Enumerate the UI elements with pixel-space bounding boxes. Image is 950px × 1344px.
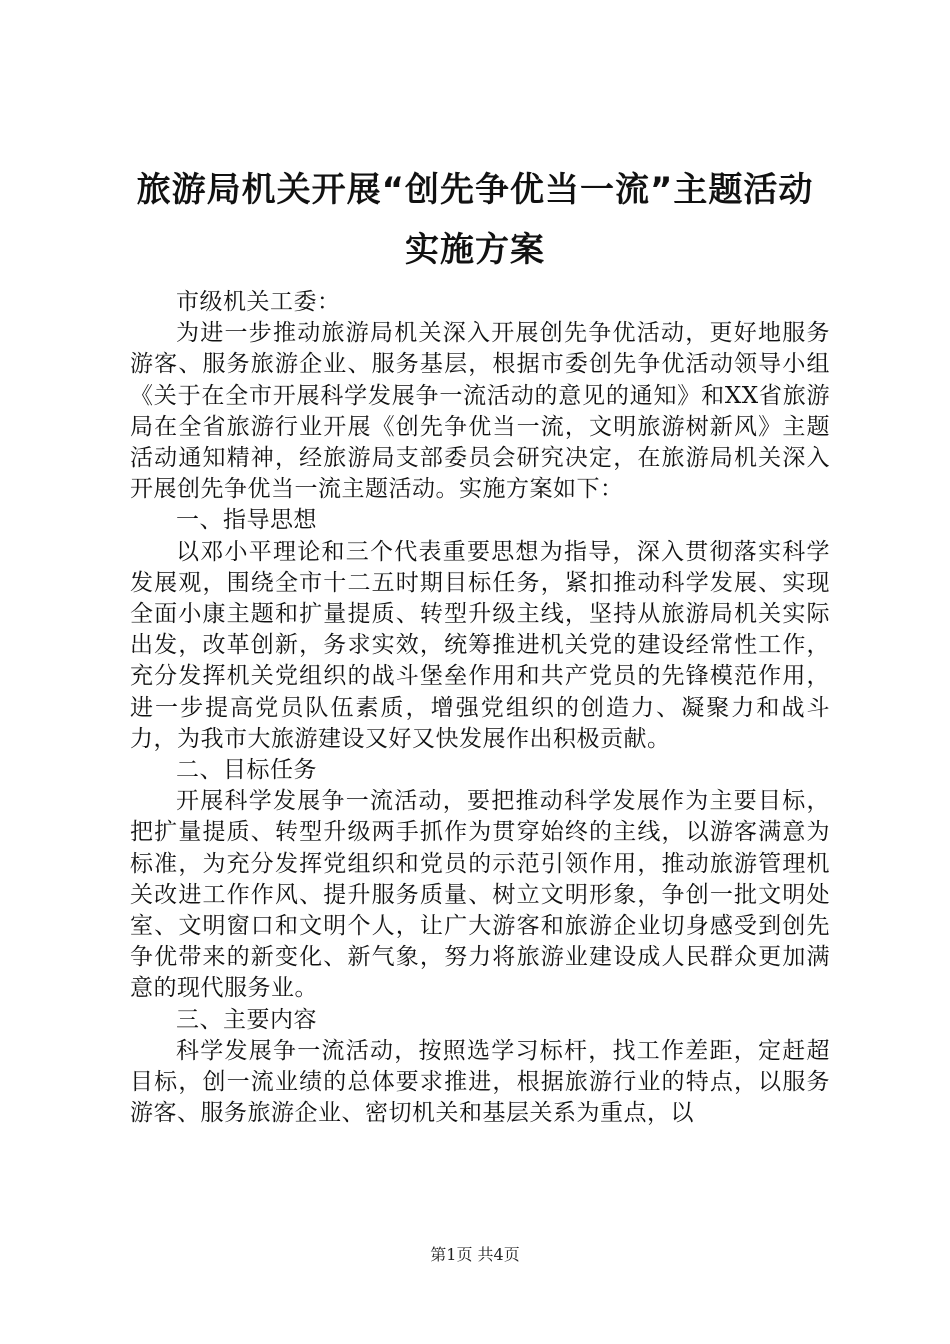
page-footer: 第1页 共4页 — [430, 1245, 520, 1264]
section-heading-main-content: 三、主要内容 — [176, 1006, 317, 1033]
intro-paragraph: 为进一步推动旅游局机关深入开展创先争优活动，更好地服务游客、服务旅游企业、服务基层，根据市委创先争优活动领导小组《关于在全市开展科学发展争一流活动的意见的通知》和XX省旅游局在全省旅游行业开展《创先争优当一流，文明旅游树新风》主题活动通知精神，经旅游局支部委员会研究决定，在旅游局机关深入开展创先争优当一流主题活动。实施方案如下： — [130, 320, 830, 503]
section-heading-guiding-thought: 一、指导思想 — [176, 507, 317, 534]
section-heading-goals: 二、目标任务 — [176, 757, 317, 784]
title-line-2: 实施方案 — [405, 230, 545, 270]
goals-paragraph: 开展科学发展争一流活动，要把推动科学发展作为主要目标，把扩量提质、转型升级两手抓作为贯穿始终的主线，以游客满意为标准，为充分发挥党组织和党员的示范引领作用，推动旅游管理机关改进工作作风、提升服务质量、树立文明形象，争创一批文明处室、文明窗口和文明个人，让广大游客和旅游企业切身感受到创先争优带来的新变化、新气象，努力将旅游业建设成人民群众更加满意的现代服务业。 — [130, 788, 830, 1002]
main-content-paragraph: 科学发展争一流活动，按照选学习标杆，找工作差距，定赶超目标，创一流业绩的总体要求推进，根据旅游行业的特点，以服务游客、服务旅游企业、密切机关和基层关系为重点，以 — [130, 1037, 830, 1127]
document-title — [100, 160, 850, 280]
document-body — [130, 287, 830, 1129]
salutation: 市级机关工委： — [176, 289, 341, 315]
guiding-thought-paragraph: 以邓小平理论和三个代表重要思想为指导，深入贯彻落实科学发展观，围绕全市十二五时期目标任务，紧扣推动科学发展、实现全面小康主题和扩量提质、转型升级主线，坚持从旅游局机关实际出发，改革创新，务求实效，统筹推进机关党的建设经常性工作，充分发挥机关党组织的战斗堡垒作用和共产党员的先锋模范作用，进一步提高党员队伍素质，增强党组织的创造力、凝聚力和战斗力，为我市大旅游建设又好又快发展作出积极贡献。 — [130, 538, 830, 752]
title-line-1: 旅游局机关开展“创先争优当一流”主题活动 — [136, 170, 814, 210]
